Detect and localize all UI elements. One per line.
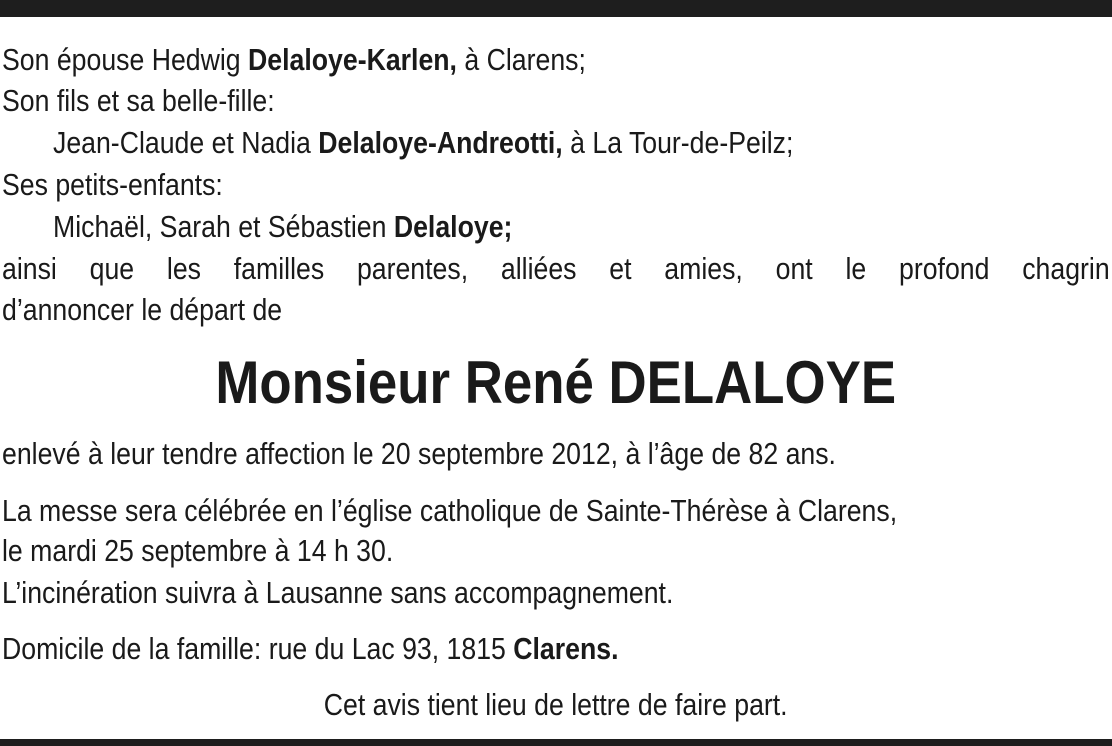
son-prefix: Jean-Claude et Nadia [53,125,319,160]
closing-line [0,685,1112,725]
death-line: enlevé à leur tendre affection le 20 septembre 2012, à l’âge de 82 ans. [2,436,836,471]
domicile-town: Clarens. [513,631,619,666]
mass-line-1: La messe sera célébrée en l’église catholique de Sainte-Thérèse à Clarens, [2,493,898,528]
top-rule [0,0,1112,17]
announce-line: d’annoncer le départ de [2,292,283,327]
spouse-suffix: à Clarens; [456,42,586,77]
bottom-rule [0,739,1112,746]
closing-text: Cet avis tient lieu de lettre de faire part. [324,687,788,722]
grandchildren-name: Delaloye; [393,209,513,244]
son-suffix: à La Tour-de-Peilz; [562,125,794,160]
spouse-name: Delaloye-Karlen, [248,42,457,77]
deceased-name [0,350,1112,416]
son-name: Delaloye-Andreotti, [318,125,563,160]
cremation-line: L’incinération suivra à Lausanne sans accompagnement. [2,575,674,610]
spouse-line [2,40,586,80]
deceased-name-text: Monsieur René DELALOYE [215,349,897,416]
son-label: Son fils et sa belle-fille: [2,83,275,118]
son-line [53,123,793,163]
domicile-prefix: Domicile de la famille: rue du Lac 93, 1815 [2,631,514,666]
domicile-line [2,629,618,669]
grandchildren-line [53,207,512,247]
grandchildren-label: Ses petits-enfants: [2,167,223,202]
mass-line-2: le mardi 25 septembre à 14 h 30. [2,533,394,568]
grandchildren-prefix: Michaël, Sarah et Sébastien [53,209,394,244]
spouse-prefix: Son épouse Hedwig [2,42,249,77]
families-line: ainsi que les familles parentes, alliées et amies, ont le profond chagrin [2,251,1110,286]
